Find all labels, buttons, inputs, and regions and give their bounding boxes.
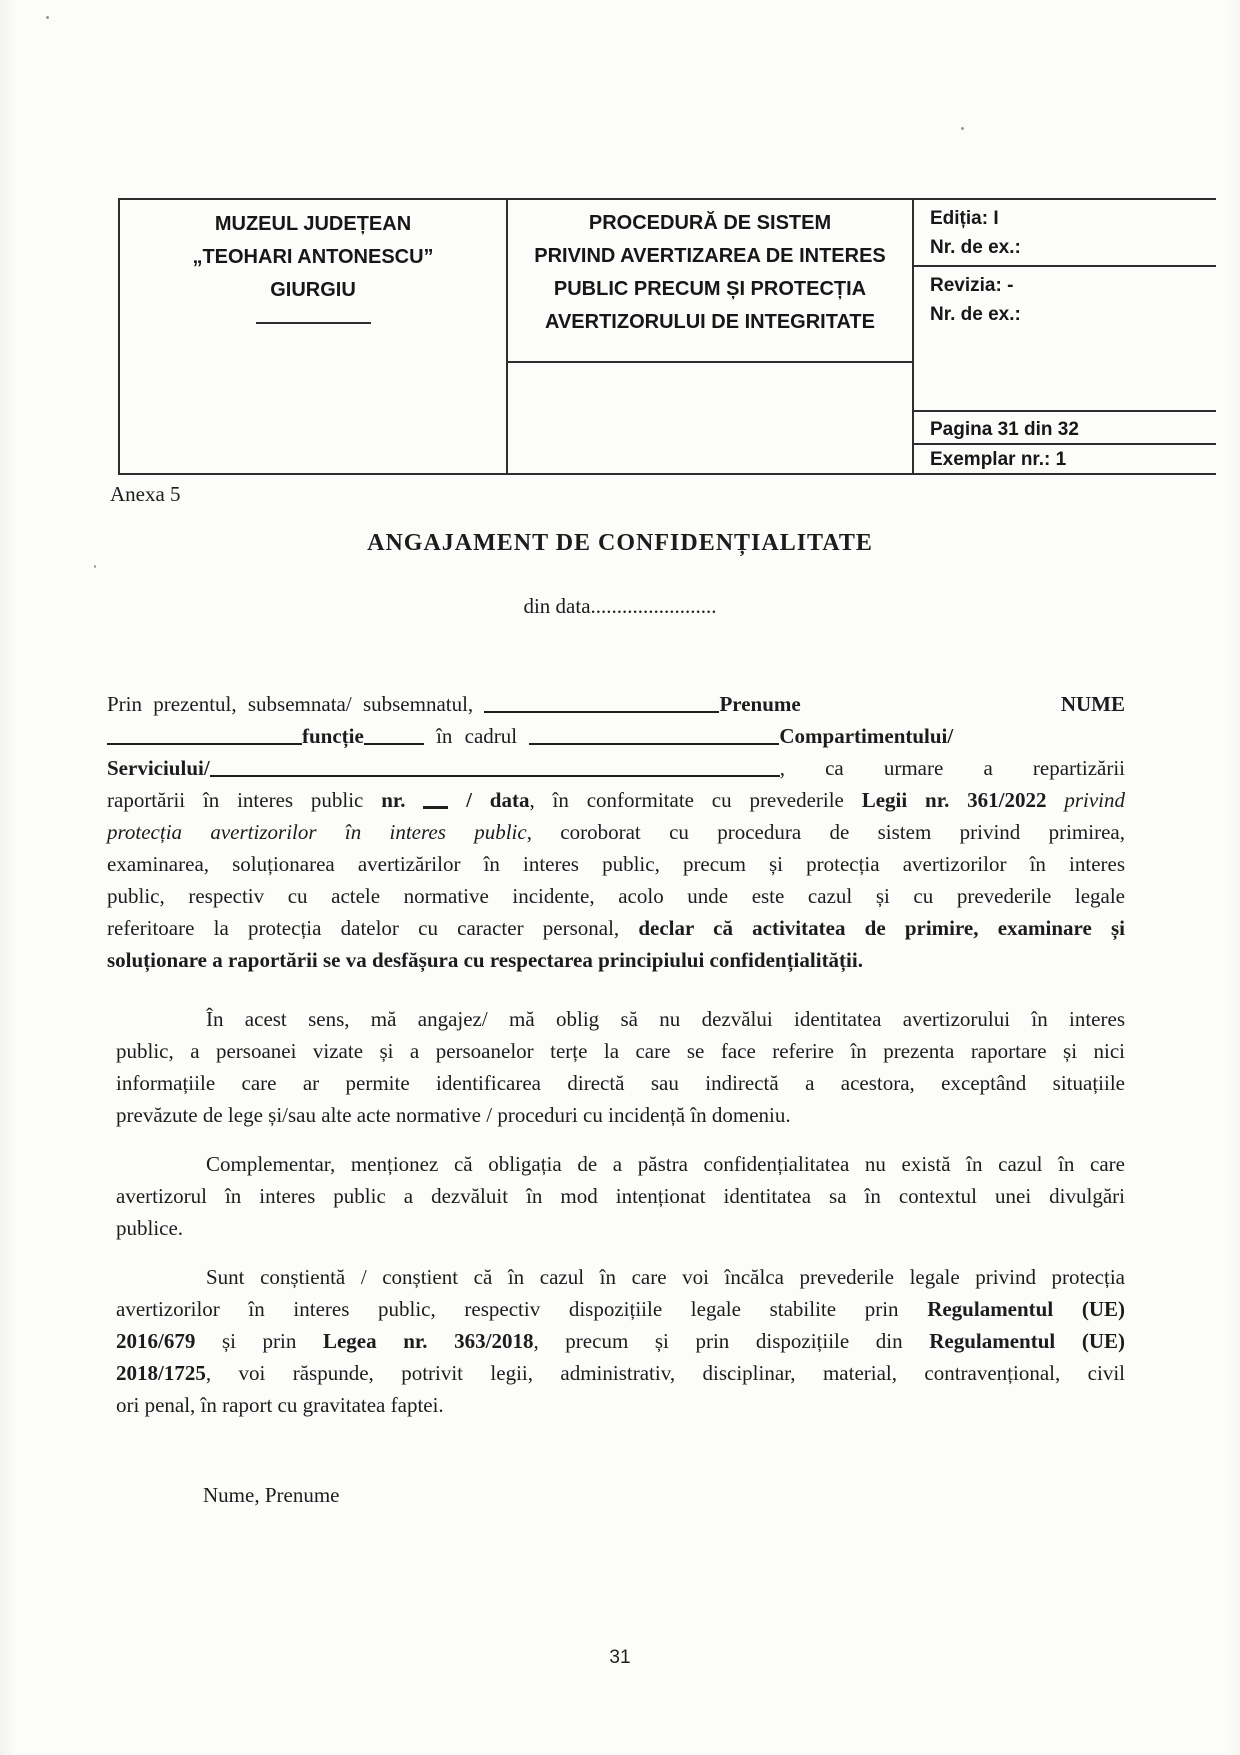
text-segment: public, a persoanei vizate și a persoanelor terțe la care se face referire în prezenta raportare și nici (116, 1039, 1125, 1063)
paragraph (116, 1261, 1125, 1421)
annex-label: Anexa 5 (110, 482, 181, 506)
text-line (107, 720, 1125, 752)
text-segment: , precum și prin dispozițiile din (533, 1329, 930, 1353)
text-line (107, 752, 1125, 784)
text-segment: , în conformitate cu prevederile (529, 788, 862, 812)
blank-field (529, 740, 779, 745)
document-title: ANGAJAMENT DE CONFIDENȚIALITATE (367, 530, 873, 556)
text-segment: avertizorilor în interes public, respectiv dispozițiile legale stabilite prin (116, 1297, 928, 1321)
meta-edition-row (914, 200, 1216, 267)
header-meta-cell (914, 200, 1216, 473)
copies-label: Nr. de ex.: (930, 237, 1021, 258)
header-procedure-cell (508, 200, 914, 473)
text-segment: avertizorul în interes public a dezvăluit în mod intenționat identitatea sa în contextul unei divulgări (116, 1184, 1125, 1208)
text-segment: , coroborat cu procedura de sistem privind primirea, (526, 820, 1125, 844)
procedure-title-line: PRIVIND AVERTIZAREA DE INTERES (534, 245, 886, 267)
text-segment: / data (448, 788, 530, 812)
text-segment: repartizării (1032, 756, 1125, 780)
text-segment: prevăzute de lege și/sau alte acte normative / proceduri cu incidență în domeniu. (116, 1103, 791, 1127)
text-segment: examinarea, soluționarea avertizărilor în interes public, precum și protecția avertizorilor în interes (107, 852, 1125, 876)
text-line (116, 1357, 1125, 1389)
text-line (107, 912, 1125, 944)
procedure-title-line: PROCEDURĂ DE SISTEM (588, 212, 832, 234)
text-segment: Legii nr. 361/2022 (861, 788, 1065, 812)
text-segment: , (779, 756, 785, 780)
text-segment: urmare (883, 756, 944, 780)
text-line (116, 1148, 1125, 1180)
blank-field (107, 740, 302, 745)
text-segment: în cadrul (423, 724, 530, 748)
text-line (116, 1293, 1125, 1325)
edition-label: Ediția: I (930, 208, 999, 229)
text-segment: Compartimentului/ (779, 724, 954, 748)
text-segment: și prin (221, 1329, 323, 1353)
text-line (116, 1180, 1125, 1212)
text-segment: Complementar, menționez că obligația de a păstra confidențialitatea nu există în cazul în care (206, 1152, 1125, 1176)
text-segment: 2018/1725 (116, 1361, 206, 1385)
body-text (107, 688, 1125, 1421)
text-segment: În acest sens, mă angajez/ mă oblig să nu dezvălui identitatea avertizorului în interes (206, 1007, 1125, 1031)
text-segment: nr. (381, 788, 424, 812)
text-segment: protecția avertizorilor în interes public (107, 820, 527, 844)
text-segment: public, respectiv cu actele normative incidente, acolo unde este cazul și cu prevederile legale (107, 884, 1125, 908)
header-table (118, 198, 1216, 475)
text-segment: Serviciului/ (107, 756, 210, 780)
text-line (107, 784, 1125, 816)
text-segment: referitoare la protecția datelor cu caracter personal, (107, 916, 639, 940)
text-line (116, 1003, 1125, 1035)
text-segment: Legea nr. 363/2018 (322, 1329, 534, 1353)
text-segment: publice. (116, 1216, 184, 1240)
scan-speck (94, 565, 96, 568)
org-name-line: „TEOHARI ANTONESCU” (192, 246, 434, 268)
text-segment: ca (825, 756, 844, 780)
text-line (116, 1035, 1125, 1067)
text-line (107, 688, 1125, 720)
exemplar-label: Exemplar nr.: 1 (930, 449, 1067, 470)
blank-field (364, 740, 424, 745)
procedure-title (508, 200, 912, 363)
text-segment: privind (1064, 788, 1125, 812)
text-segment: declar că activitatea de primire, examinare și (638, 916, 1125, 940)
text-line (116, 1261, 1125, 1293)
paragraph (107, 688, 1125, 976)
empty-cell (508, 363, 912, 473)
text-segment: raportării în interes public (107, 788, 382, 812)
text-segment: ori penal, în raport cu gravitatea faptei. (116, 1393, 444, 1417)
revision-label: Revizia: - (930, 275, 1014, 296)
text-line (116, 1212, 1125, 1244)
org-name-line: GIURGIU (270, 279, 356, 301)
text-line (107, 848, 1125, 880)
text-line (116, 1325, 1125, 1357)
text-segment: 2016/679 (116, 1329, 222, 1353)
text-line (107, 880, 1125, 912)
copies-label: Nr. de ex.: (930, 304, 1021, 325)
text-segment: NUME (1060, 692, 1125, 716)
text-line (116, 1067, 1125, 1099)
blank-field (210, 772, 780, 777)
text-segment: soluționare a raportării se va desfășura cu respectarea principiului confidențialității. (107, 948, 863, 972)
procedure-title-line: AVERTIZORULUI DE INTEGRITATE (545, 311, 875, 333)
page-count-label: Pagina 31 din 32 (914, 412, 1216, 445)
paragraph (116, 1003, 1125, 1131)
text-segment: Sunt conștientă / conștient că în cazul în care voi încălca prevederile legale privind protecția (206, 1265, 1125, 1289)
text-line (116, 1389, 1125, 1421)
text-line (107, 944, 1125, 976)
blank-field (423, 803, 448, 809)
signature-name-label: Nume, Prenume (203, 1483, 340, 1507)
text-segment: a (983, 756, 993, 780)
scan-speck (46, 16, 49, 19)
text-segment: Regulamentul (UE) (929, 1329, 1125, 1353)
header-org-cell (120, 200, 508, 473)
paragraph (116, 1148, 1125, 1244)
text-line (116, 1099, 1125, 1131)
blank-field (484, 708, 719, 713)
scan-speck (961, 127, 964, 130)
org-name-line: MUZEUL JUDEȚEAN (214, 213, 412, 235)
org-signature-line (256, 322, 371, 324)
text-segment: informațiile care ar permite identificarea directă sau indirectă a acestora, exceptând situațiile (116, 1071, 1125, 1095)
text-segment: funcție (302, 724, 364, 748)
text-segment: Regulamentul (UE) (927, 1297, 1125, 1321)
text-segment: Prenume (719, 692, 801, 716)
procedure-title-line: PUBLIC PRECUM ȘI PROTECȚIA (553, 278, 867, 300)
text-segment: , voi răspunde, potrivit legii, administrativ, disciplinar, material, contravențional, civil (205, 1361, 1125, 1385)
meta-revision-row (914, 267, 1216, 412)
text-line (107, 816, 1125, 848)
page-number: 31 (609, 1647, 631, 1668)
text-segment: Prin prezentul, subsemnata/ subsemnatul, (107, 692, 485, 716)
date-line: din data........................ (523, 594, 717, 618)
